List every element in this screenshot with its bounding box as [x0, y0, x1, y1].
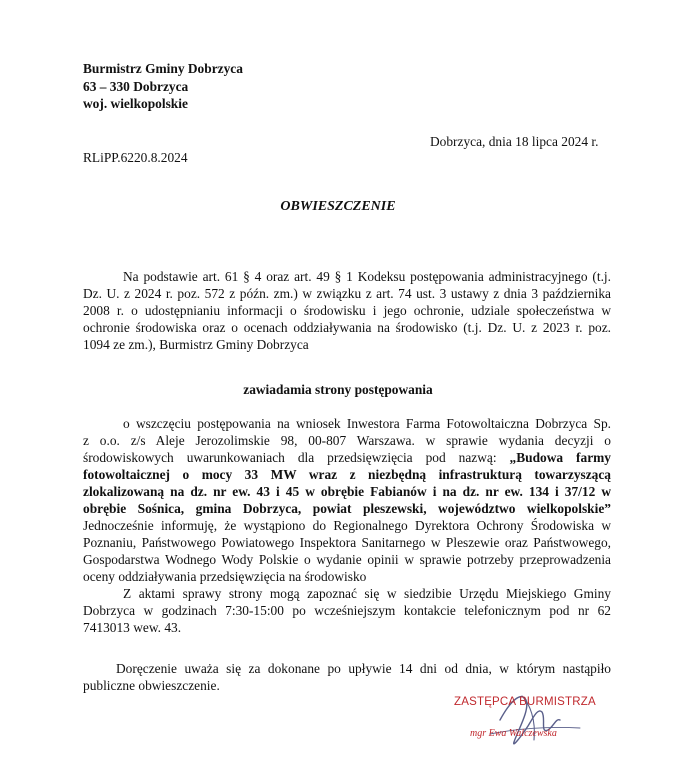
sender-block: [83, 60, 243, 113]
project-name-line: fotowoltaicznej o mocy 33 MW wraz z niezbędną infrastrukturą towarzyszącą: [83, 467, 611, 482]
notice-heading: zawiadamia strony postępowania: [243, 382, 433, 397]
sender-name: Burmistrz Gminy Dobrzyca: [83, 61, 243, 76]
paragraph-line: 1094 ze zm.), Burmistrz Gminy Dobrzyca: [83, 337, 309, 352]
document-date: Dobrzyca, dnia 18 lipca 2024 r.: [430, 134, 599, 149]
paragraph-line: Z aktami sprawy strony mogą zapoznać się w siedzibie Urzędu Miejskiego Gminy: [123, 586, 611, 601]
notice-body-paragraph: [83, 415, 611, 636]
paragraph-line: Doręczenie uważa się za dokonane po upływie 14 dni od dnia, w którym nastąpiło: [116, 661, 611, 676]
sender-region: woj. wielkopolskie: [83, 96, 188, 111]
paragraph-line: 7413013 wew. 43.: [83, 620, 182, 635]
paragraph-line: o wszczęciu postępowania na wniosek Inwestora Farma Fotowoltaiczna Dobrzyca Sp.: [123, 416, 611, 431]
paragraph-line: Jednocześnie informuję, że wystąpiono do Regionalnego Dyrektora Ochrony Środowiska w: [83, 518, 611, 533]
stamp-title: ZASTĘPCA BURMISTRZA: [454, 696, 596, 708]
paragraph-line: z o.o. z/s Aleje Jerozolimskie 98, 00-807 Warszawa. w sprawie wydania decyzji o: [83, 433, 611, 448]
paragraph-line: oceny oddziaływania przedsięwzięcia na środowisko: [83, 569, 367, 584]
paragraph-line: środowiskowych uwarunkowaniach dla przedsięwzięcia pod nazwą: „Budowa farmy: [83, 450, 611, 465]
paragraph-line: 2008 r. o udostępnianiu informacji o środowisku i jego ochronie, udziale społeczeństwa w: [83, 303, 611, 318]
project-name-line: obrębie Sośnica, gmina Dobrzyca, powiat pleszewski, województwo wielkopolskie”: [83, 501, 611, 516]
paragraph-line: Gospodarstwa Wodnego Wody Polskie o wydanie opinii w sprawie potrzeby przeprowadzenia: [83, 552, 611, 567]
paragraph-line: Poznaniu, Państwowego Powiatowego Inspektora Sanitarnego w Pleszewie oraz Państwowego,: [83, 535, 611, 550]
paragraph-line: publiczne obwieszczenie.: [83, 678, 220, 693]
paragraph-line: Dobrzyca w godzinach 7:30-15:00 po wcześniejszym kontakcie telefonicznym pod nr 62: [83, 603, 611, 618]
sender-postal-address: 63 – 330 Dobrzyca: [83, 78, 189, 94]
reference-number: RLiPP.6220.8.2024: [83, 150, 188, 165]
official-stamp: [430, 690, 610, 750]
stamp-official-name: mgr Ewa Walczewska: [470, 728, 557, 739]
project-name-start: „Budowa farmy: [509, 450, 611, 465]
legal-basis-paragraph: [83, 268, 611, 353]
project-name-line: zlokalizowaną na dz. nr ew. 43 i 45 w obrębie Fabianów i na dz. nr ew. 134 i 37/12 w: [83, 484, 611, 499]
paragraph-line: ochronie środowiska oraz o ocenach oddziaływania na środowisko (t.j. Dz. U. z 2023 r. poz.: [83, 320, 611, 335]
document-title: OBWIESZCZENIE: [280, 199, 396, 214]
paragraph-line: Na podstawie art. 61 § 4 oraz art. 49 § 1 Kodeksu postępowania administracyjnego (t.j.: [123, 269, 611, 284]
paragraph-line: Dz. U. z 2024 r. poz. 572 z późn. zm.) w związku z art. 74 ust. 3 ustawy z dnia 3 października: [83, 286, 611, 301]
delivery-paragraph: [83, 660, 611, 694]
